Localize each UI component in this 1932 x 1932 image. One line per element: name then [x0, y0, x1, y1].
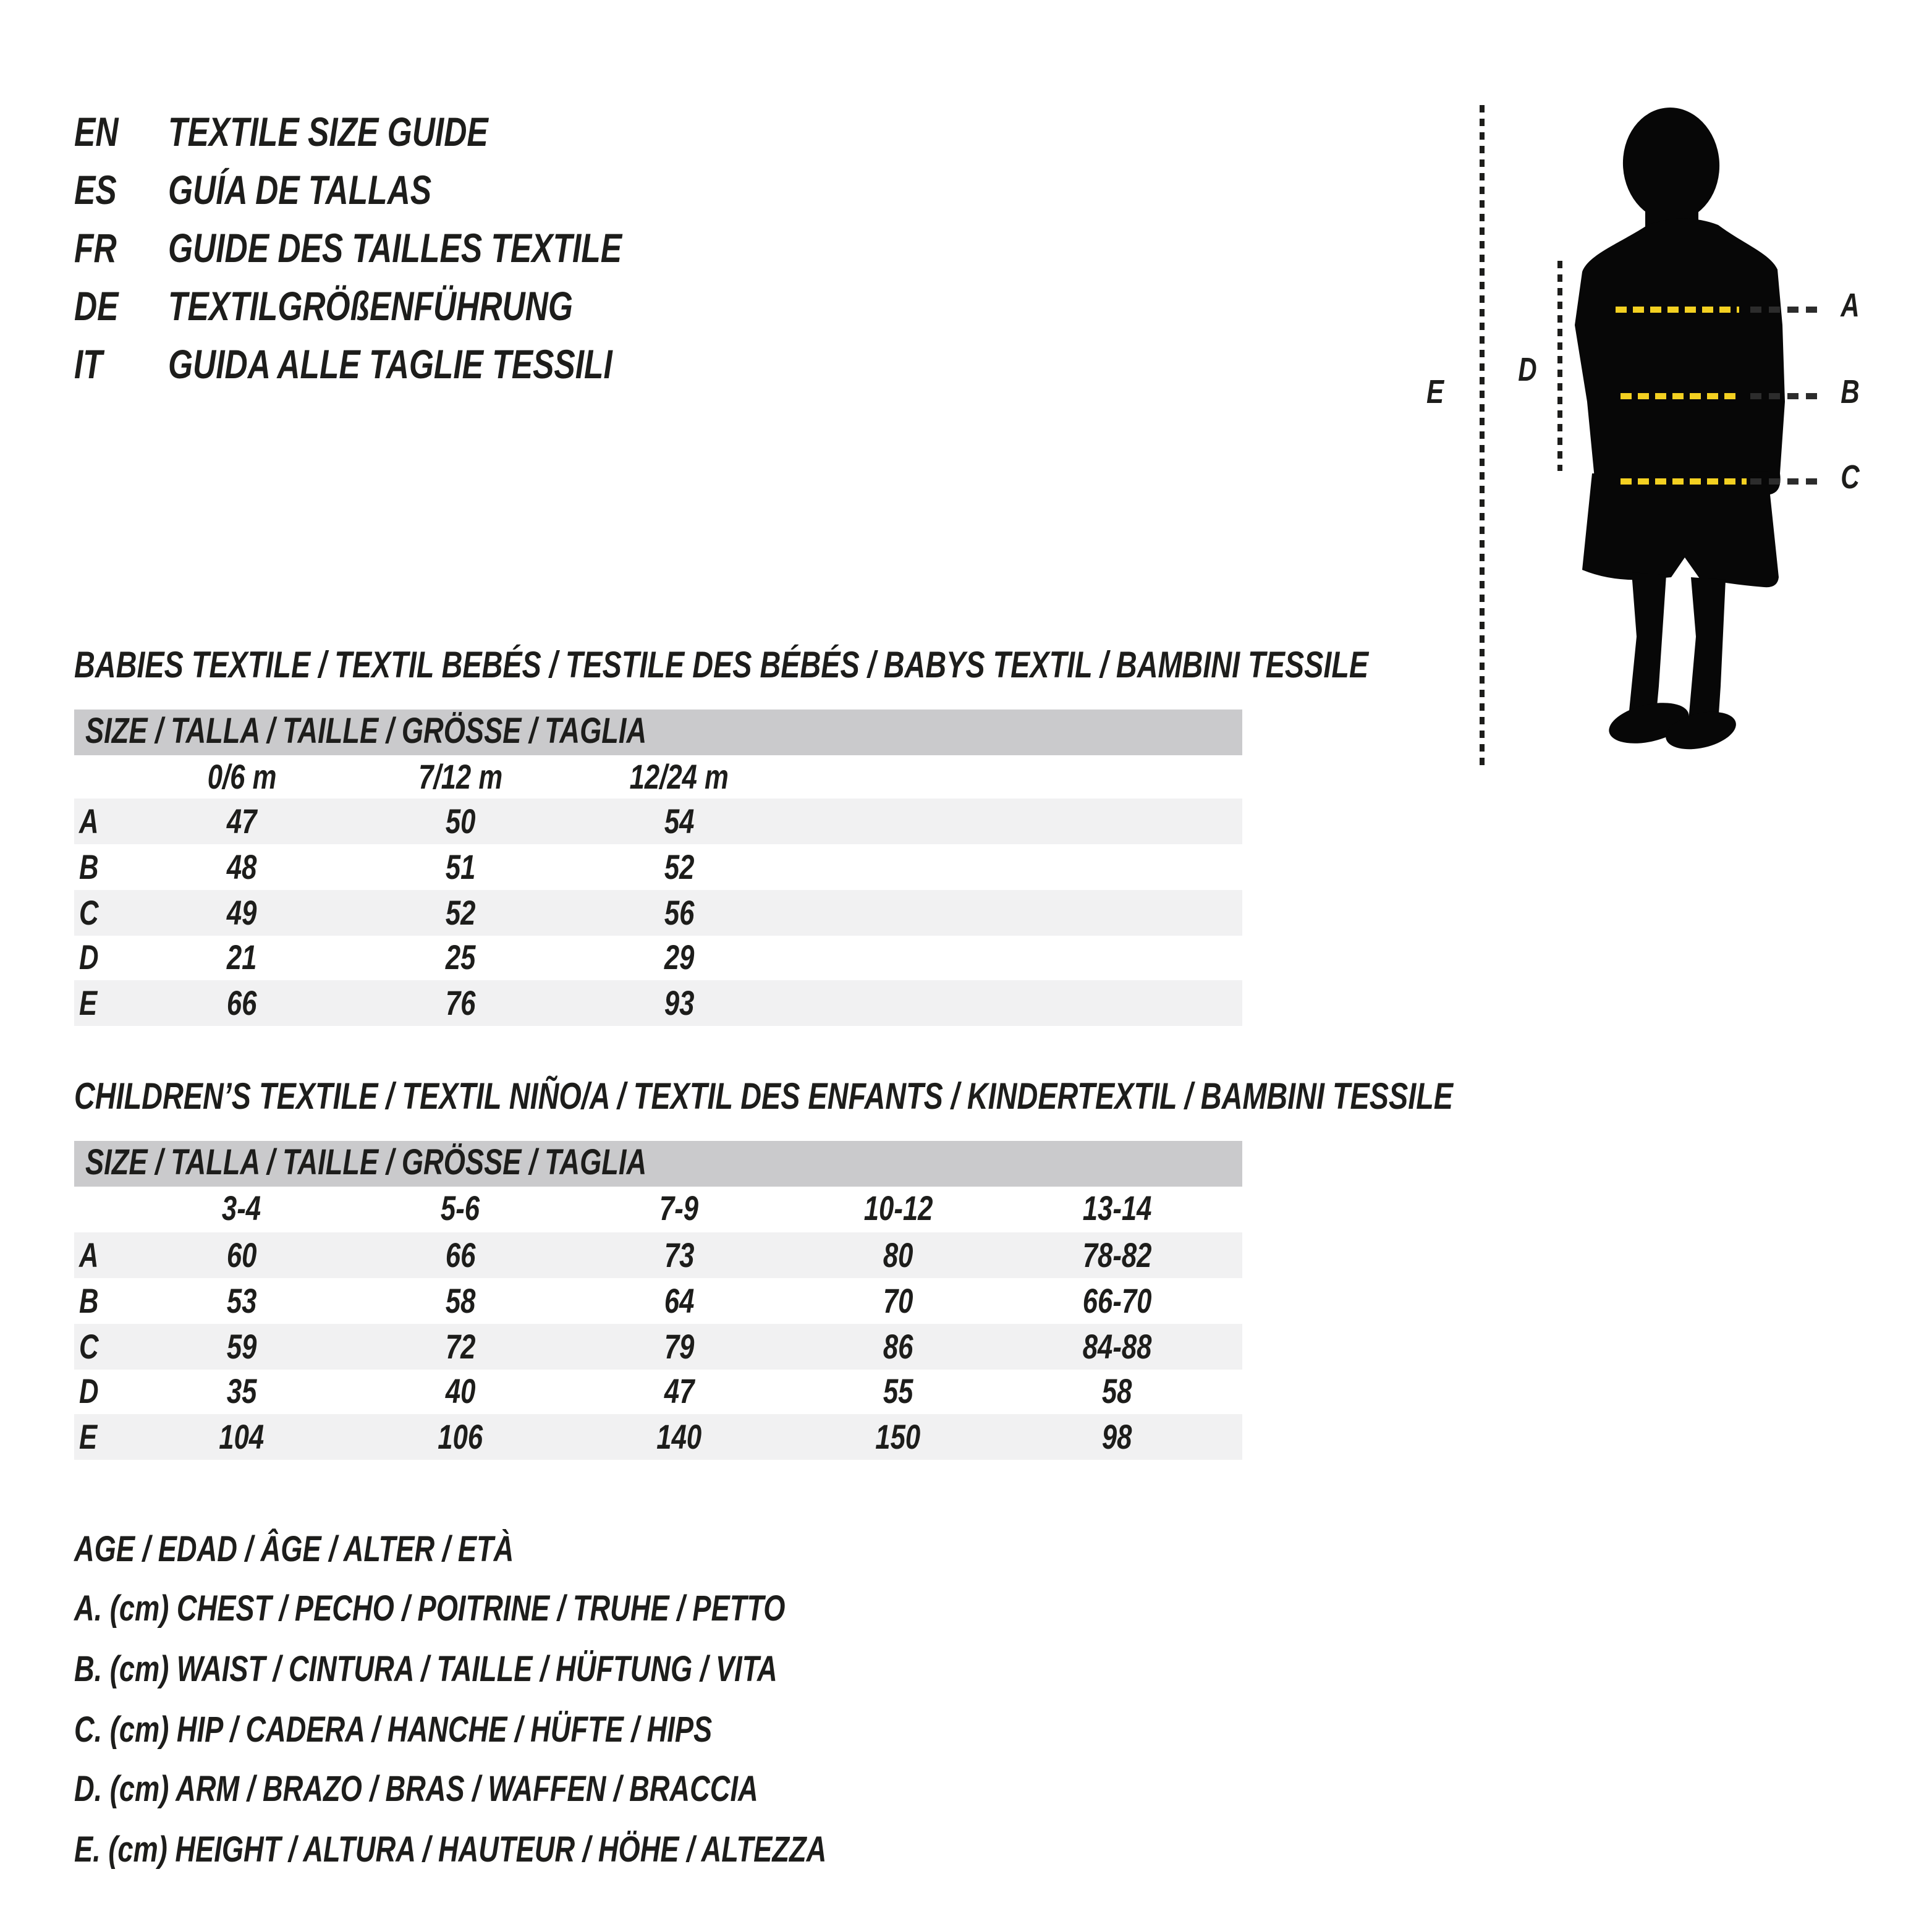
language-title: GUIDA ALLE TAGLIE TESSILI — [168, 341, 612, 387]
row-label: C — [79, 893, 99, 931]
table-row — [74, 1324, 1242, 1370]
language-row-de — [74, 278, 750, 336]
cell-value: 72 — [445, 1327, 476, 1365]
language-code: ES — [74, 167, 117, 213]
table-row — [74, 1278, 1242, 1324]
language-title: GUÍA DE TALLAS — [168, 167, 432, 213]
arm-measure-line-d — [1557, 261, 1562, 471]
column-header: 7-9 — [659, 1189, 699, 1227]
language-row-it — [74, 335, 750, 393]
cell-value: 21 — [226, 938, 257, 976]
cell-value: 79 — [664, 1327, 695, 1365]
children-section-heading: CHILDREN’S TEXTILE / TEXTIL NIÑO/A / TEXTIL DES ENFANTS / KINDERTEXTIL / BAMBINI TESSILE — [74, 1077, 1454, 1117]
cell-value: 35 — [226, 1371, 257, 1410]
table-row — [74, 1368, 1242, 1414]
cell-value: 104 — [219, 1417, 265, 1455]
cell-value: 150 — [875, 1417, 921, 1455]
language-code: FR — [74, 224, 117, 271]
cell-value: 50 — [445, 802, 476, 840]
cell-value: 58 — [445, 1281, 476, 1320]
measure-label-e: E — [1426, 373, 1444, 410]
cell-value: 80 — [883, 1235, 913, 1274]
babies-column-headers — [74, 756, 1242, 799]
language-title-block — [74, 104, 750, 393]
cell-value: 66 — [445, 1235, 476, 1274]
hip-line-dark — [1750, 478, 1822, 485]
cell-value: 53 — [226, 1281, 257, 1320]
language-row-en — [74, 104, 750, 162]
legend-line-waist: B. (cm) WAIST / CINTURA / TAILLE / HÜFTUNG / VITA — [74, 1650, 777, 1690]
chest-line-yellow — [1616, 307, 1739, 313]
table-row — [74, 844, 1242, 890]
legend-line-age: AGE / EDAD / ÂGE / ALTER / ETÀ — [74, 1530, 514, 1570]
cell-value: 60 — [226, 1235, 257, 1274]
cell-value: 64 — [664, 1281, 695, 1320]
cell-value: 51 — [445, 847, 476, 886]
legend-line-hip: C. (cm) HIP / CADERA / HANCHE / HÜFTE / HIPS — [74, 1710, 713, 1750]
row-label: D — [79, 938, 99, 976]
measure-label-d: D — [1518, 351, 1537, 388]
table-row — [74, 934, 1242, 980]
table-row — [74, 1414, 1242, 1460]
hip-line-yellow — [1621, 478, 1747, 485]
cell-value: 54 — [664, 802, 695, 840]
language-code: DE — [74, 282, 119, 329]
cell-value: 73 — [664, 1235, 695, 1274]
measure-label-c: C — [1841, 459, 1860, 496]
waist-line-yellow — [1621, 393, 1742, 399]
cell-value: 52 — [445, 893, 476, 931]
chest-line-dark — [1750, 307, 1822, 313]
language-title: TEXTILE SIZE GUIDE — [168, 109, 488, 155]
row-label: E — [79, 983, 98, 1022]
cell-value: 25 — [445, 938, 476, 976]
language-title: GUIDE DES TAILLES TEXTILE — [168, 224, 622, 271]
cell-value: 106 — [438, 1417, 483, 1455]
column-header: 0/6 m — [207, 758, 276, 796]
table-row — [74, 799, 1242, 844]
language-code: EN — [74, 109, 119, 155]
column-header: 13-14 — [1082, 1189, 1151, 1227]
column-header: 10-12 — [863, 1189, 933, 1227]
row-label: B — [79, 847, 99, 886]
cell-value: 48 — [226, 847, 257, 886]
cell-value: 76 — [445, 983, 476, 1022]
legend-line-arm: D. (cm) ARM / BRAZO / BRAS / WAFFEN / BRACCIA — [74, 1770, 758, 1810]
legend-line-height: E. (cm) HEIGHT / ALTURA / HAUTEUR / HÖHE / ALTEZZA — [74, 1830, 827, 1870]
cell-value: 52 — [664, 847, 695, 886]
babies-size-header-bar: SIZE / TALLA / TAILLE / GRÖSSE / TAGLIA — [74, 710, 1242, 755]
column-header: 12/24 m — [629, 758, 729, 796]
language-title: TEXTILGRÖßENFÜHRUNG — [168, 282, 573, 329]
cell-value: 84-88 — [1082, 1327, 1151, 1365]
cell-value: 47 — [226, 802, 257, 840]
row-label: D — [79, 1371, 99, 1410]
language-row-es — [74, 162, 750, 220]
row-label: B — [79, 1281, 99, 1320]
row-label: C — [79, 1327, 99, 1365]
cell-value: 55 — [883, 1371, 913, 1410]
column-header: 3-4 — [222, 1189, 261, 1227]
cell-value: 56 — [664, 893, 695, 931]
legend-line-chest: A. (cm) CHEST / PECHO / POITRINE / TRUHE / PETTO — [74, 1590, 786, 1630]
cell-value: 70 — [883, 1281, 913, 1320]
children-size-header-bar: SIZE / TALLA / TAILLE / GRÖSSE / TAGLIA — [74, 1141, 1242, 1187]
waist-line-dark — [1750, 393, 1822, 399]
cell-value: 78-82 — [1082, 1235, 1151, 1274]
row-label: A — [79, 802, 99, 840]
cell-value: 140 — [656, 1417, 702, 1455]
cell-value: 49 — [226, 893, 257, 931]
cell-value: 58 — [1101, 1371, 1132, 1410]
language-row-fr — [74, 219, 750, 278]
table-row — [74, 890, 1242, 936]
cell-value: 29 — [664, 938, 695, 976]
column-header: 5-6 — [441, 1189, 480, 1227]
cell-value: 98 — [1101, 1417, 1132, 1455]
cell-value: 66-70 — [1082, 1281, 1151, 1320]
row-label: E — [79, 1417, 98, 1455]
cell-value: 86 — [883, 1327, 913, 1365]
table-row — [74, 980, 1242, 1026]
measure-label-b: B — [1841, 373, 1860, 410]
cell-value: 47 — [664, 1371, 695, 1410]
cell-value: 93 — [664, 983, 695, 1022]
cell-value: 40 — [445, 1371, 476, 1410]
column-header: 7/12 m — [418, 758, 502, 796]
row-label: A — [79, 1235, 99, 1274]
babies-section-heading: BABIES TEXTILE / TEXTIL BEBÉS / TESTILE DES BÉBÉS / BABYS TEXTIL / BAMBINI TESSILE — [74, 645, 1369, 686]
measure-label-a: A — [1841, 287, 1860, 324]
children-column-headers — [74, 1187, 1242, 1231]
measurement-legend — [74, 1520, 1039, 1881]
table-row — [74, 1232, 1242, 1278]
language-code: IT — [74, 341, 103, 387]
cell-value: 59 — [226, 1327, 257, 1365]
cell-value: 66 — [226, 983, 257, 1022]
